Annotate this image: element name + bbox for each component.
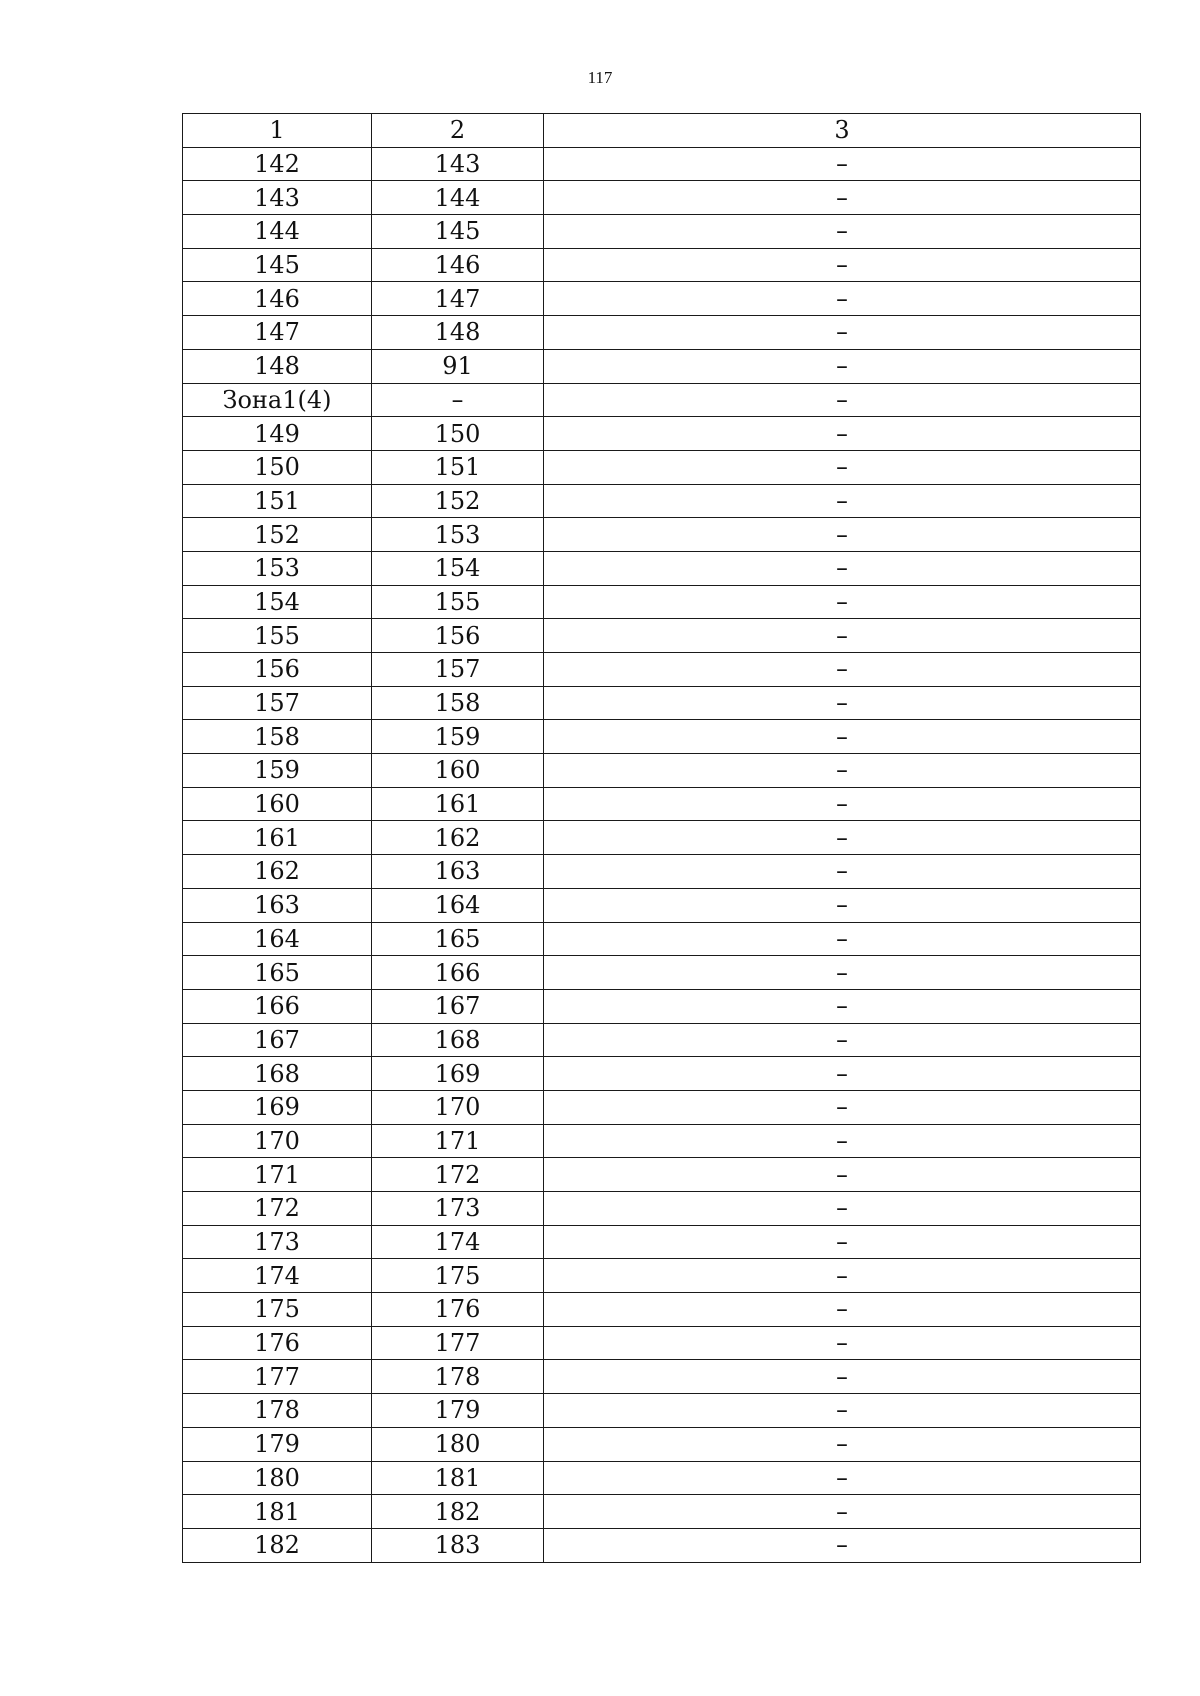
data-table-container bbox=[182, 113, 1140, 1563]
table-row bbox=[183, 720, 1141, 754]
table-cell-col1: 177 bbox=[183, 1360, 372, 1394]
table-row bbox=[183, 1158, 1141, 1192]
table-row bbox=[183, 1192, 1141, 1226]
table-row bbox=[183, 1394, 1141, 1428]
table-row bbox=[183, 181, 1141, 215]
table-cell-col2: 178 bbox=[372, 1360, 544, 1394]
table-cell-col2: 146 bbox=[372, 248, 544, 282]
table-cell-col2: 181 bbox=[372, 1461, 544, 1495]
table-cell-col1: Зона1(4) bbox=[183, 383, 372, 417]
table-row bbox=[183, 686, 1141, 720]
table-cell-col2: 165 bbox=[372, 922, 544, 956]
table-cell-col2: 153 bbox=[372, 518, 544, 552]
table-row bbox=[183, 282, 1141, 316]
table-cell-col1: 146 bbox=[183, 282, 372, 316]
table-row bbox=[183, 147, 1141, 181]
table-cell-col3: – bbox=[544, 619, 1141, 653]
table-cell-col3: – bbox=[544, 585, 1141, 619]
table-cell-col1: 175 bbox=[183, 1293, 372, 1327]
table-cell-col3: – bbox=[544, 1394, 1141, 1428]
table-cell-col3: – bbox=[544, 417, 1141, 451]
table-cell-col3: – bbox=[544, 1461, 1141, 1495]
table-cell-col3: – bbox=[544, 1259, 1141, 1293]
table-cell-col2: 152 bbox=[372, 484, 544, 518]
table-cell-col3: – bbox=[544, 518, 1141, 552]
table-cell-col1: 164 bbox=[183, 922, 372, 956]
table-cell-col2: 170 bbox=[372, 1090, 544, 1124]
table-cell-col1: 179 bbox=[183, 1427, 372, 1461]
table-row bbox=[183, 248, 1141, 282]
table-body bbox=[183, 147, 1141, 1562]
table-cell-col2: – bbox=[372, 383, 544, 417]
table-row bbox=[183, 1461, 1141, 1495]
table-cell-col2: 173 bbox=[372, 1192, 544, 1226]
table-row bbox=[183, 1259, 1141, 1293]
table-cell-col1: 153 bbox=[183, 551, 372, 585]
table-row bbox=[183, 754, 1141, 788]
table-cell-col2: 154 bbox=[372, 551, 544, 585]
table-cell-col2: 167 bbox=[372, 989, 544, 1023]
table-cell-col2: 162 bbox=[372, 821, 544, 855]
table-cell-col2: 168 bbox=[372, 1023, 544, 1057]
table-cell-col1: 145 bbox=[183, 248, 372, 282]
table-cell-col1: 155 bbox=[183, 619, 372, 653]
table-cell-col1: 168 bbox=[183, 1057, 372, 1091]
table-cell-col3: – bbox=[544, 147, 1141, 181]
table-cell-col2: 157 bbox=[372, 653, 544, 687]
table-row bbox=[183, 316, 1141, 350]
table-cell-col2: 179 bbox=[372, 1394, 544, 1428]
table-header-row bbox=[183, 114, 1141, 148]
table-cell-col1: 174 bbox=[183, 1259, 372, 1293]
table-cell-col3: – bbox=[544, 720, 1141, 754]
table-row bbox=[183, 1495, 1141, 1529]
table-cell-col1: 173 bbox=[183, 1225, 372, 1259]
table-cell-col2: 175 bbox=[372, 1259, 544, 1293]
table-cell-col2: 143 bbox=[372, 147, 544, 181]
table-cell-col3: – bbox=[544, 1192, 1141, 1226]
table-row bbox=[183, 585, 1141, 619]
table-cell-col1: 162 bbox=[183, 855, 372, 889]
table-cell-col2: 148 bbox=[372, 316, 544, 350]
table-cell-col2: 172 bbox=[372, 1158, 544, 1192]
table-cell-col2: 91 bbox=[372, 349, 544, 383]
table-row bbox=[183, 1124, 1141, 1158]
table-cell-col2: 158 bbox=[372, 686, 544, 720]
table-cell-col3: – bbox=[544, 653, 1141, 687]
table-row bbox=[183, 989, 1141, 1023]
table-cell-col1: 171 bbox=[183, 1158, 372, 1192]
table-cell-col3: – bbox=[544, 1528, 1141, 1562]
table-cell-col3: – bbox=[544, 922, 1141, 956]
table-cell-col3: – bbox=[544, 855, 1141, 889]
table-cell-col2: 177 bbox=[372, 1326, 544, 1360]
table-cell-col1: 152 bbox=[183, 518, 372, 552]
table-row bbox=[183, 1360, 1141, 1394]
table-cell-col2: 174 bbox=[372, 1225, 544, 1259]
table-cell-col1: 156 bbox=[183, 653, 372, 687]
table-row bbox=[183, 551, 1141, 585]
table-cell-col2: 147 bbox=[372, 282, 544, 316]
table-cell-col2: 163 bbox=[372, 855, 544, 889]
table-cell-col3: – bbox=[544, 316, 1141, 350]
table-cell-col1: 165 bbox=[183, 956, 372, 990]
table-cell-col1: 182 bbox=[183, 1528, 372, 1562]
table-cell-col3: – bbox=[544, 1023, 1141, 1057]
table-cell-col1: 181 bbox=[183, 1495, 372, 1529]
table-row bbox=[183, 518, 1141, 552]
table-cell-col1: 180 bbox=[183, 1461, 372, 1495]
table-row bbox=[183, 1090, 1141, 1124]
table-cell-col1: 170 bbox=[183, 1124, 372, 1158]
table-row bbox=[183, 653, 1141, 687]
table-cell-col2: 159 bbox=[372, 720, 544, 754]
table-cell-col1: 160 bbox=[183, 787, 372, 821]
page-number: 117 bbox=[587, 68, 613, 87]
table-row bbox=[183, 1023, 1141, 1057]
table-cell-col2: 156 bbox=[372, 619, 544, 653]
table-cell-col1: 163 bbox=[183, 888, 372, 922]
table-cell-col1: 142 bbox=[183, 147, 372, 181]
table-cell-col3: – bbox=[544, 1326, 1141, 1360]
table-cell-col2: 180 bbox=[372, 1427, 544, 1461]
table-cell-col3: – bbox=[544, 956, 1141, 990]
table-cell-col3: – bbox=[544, 686, 1141, 720]
table-cell-col3: – bbox=[544, 989, 1141, 1023]
column-header-2: 2 bbox=[372, 114, 544, 148]
table-row bbox=[183, 1528, 1141, 1562]
table-cell-col3: – bbox=[544, 1427, 1141, 1461]
table-cell-col3: – bbox=[544, 1057, 1141, 1091]
table-cell-col2: 169 bbox=[372, 1057, 544, 1091]
table-row bbox=[183, 383, 1141, 417]
table-cell-col1: 154 bbox=[183, 585, 372, 619]
table-cell-col2: 171 bbox=[372, 1124, 544, 1158]
table-cell-col1: 166 bbox=[183, 989, 372, 1023]
table-cell-col3: – bbox=[544, 754, 1141, 788]
table-cell-col2: 164 bbox=[372, 888, 544, 922]
table-cell-col3: – bbox=[544, 1293, 1141, 1327]
table-cell-col1: 158 bbox=[183, 720, 372, 754]
table-row bbox=[183, 417, 1141, 451]
table-cell-col1: 151 bbox=[183, 484, 372, 518]
table-row bbox=[183, 1293, 1141, 1327]
table-row bbox=[183, 855, 1141, 889]
table-cell-col2: 166 bbox=[372, 956, 544, 990]
table-row bbox=[183, 349, 1141, 383]
table-row bbox=[183, 450, 1141, 484]
table-cell-col3: – bbox=[544, 1124, 1141, 1158]
table-cell-col3: – bbox=[544, 888, 1141, 922]
table-cell-col1: 167 bbox=[183, 1023, 372, 1057]
table-cell-col1: 147 bbox=[183, 316, 372, 350]
table-cell-col1: 143 bbox=[183, 181, 372, 215]
table-cell-col1: 148 bbox=[183, 349, 372, 383]
table-cell-col3: – bbox=[544, 484, 1141, 518]
table-row bbox=[183, 619, 1141, 653]
table-cell-col1: 169 bbox=[183, 1090, 372, 1124]
table-row bbox=[183, 787, 1141, 821]
table-cell-col3: – bbox=[544, 1495, 1141, 1529]
table-row bbox=[183, 956, 1141, 990]
table-cell-col1: 178 bbox=[183, 1394, 372, 1428]
table-cell-col1: 161 bbox=[183, 821, 372, 855]
table-cell-col3: – bbox=[544, 215, 1141, 249]
table-row bbox=[183, 1427, 1141, 1461]
table-cell-col1: 149 bbox=[183, 417, 372, 451]
column-header-3: 3 bbox=[544, 114, 1141, 148]
table-cell-col3: – bbox=[544, 349, 1141, 383]
table-cell-col2: 155 bbox=[372, 585, 544, 619]
table-cell-col2: 160 bbox=[372, 754, 544, 788]
table-row bbox=[183, 922, 1141, 956]
table-row bbox=[183, 1326, 1141, 1360]
table-cell-col2: 176 bbox=[372, 1293, 544, 1327]
table-row bbox=[183, 215, 1141, 249]
table-cell-col2: 145 bbox=[372, 215, 544, 249]
table-cell-col1: 172 bbox=[183, 1192, 372, 1226]
table-cell-col3: – bbox=[544, 1360, 1141, 1394]
table-row bbox=[183, 888, 1141, 922]
table-cell-col3: – bbox=[544, 248, 1141, 282]
table-cell-col3: – bbox=[544, 181, 1141, 215]
table-cell-col3: – bbox=[544, 1225, 1141, 1259]
table-cell-col1: 157 bbox=[183, 686, 372, 720]
table-cell-col3: – bbox=[544, 450, 1141, 484]
column-header-1: 1 bbox=[183, 114, 372, 148]
table-cell-col1: 144 bbox=[183, 215, 372, 249]
table-cell-col1: 159 bbox=[183, 754, 372, 788]
table-cell-col2: 150 bbox=[372, 417, 544, 451]
data-table bbox=[182, 113, 1141, 1563]
table-cell-col3: – bbox=[544, 1090, 1141, 1124]
table-row bbox=[183, 484, 1141, 518]
table-cell-col1: 176 bbox=[183, 1326, 372, 1360]
table-row bbox=[183, 821, 1141, 855]
table-row bbox=[183, 1225, 1141, 1259]
table-cell-col3: – bbox=[544, 551, 1141, 585]
table-cell-col2: 151 bbox=[372, 450, 544, 484]
table-cell-col3: – bbox=[544, 821, 1141, 855]
table-cell-col3: – bbox=[544, 1158, 1141, 1192]
table-cell-col2: 144 bbox=[372, 181, 544, 215]
table-cell-col2: 183 bbox=[372, 1528, 544, 1562]
table-cell-col3: – bbox=[544, 383, 1141, 417]
table-cell-col3: – bbox=[544, 787, 1141, 821]
table-cell-col2: 182 bbox=[372, 1495, 544, 1529]
table-cell-col1: 150 bbox=[183, 450, 372, 484]
table-row bbox=[183, 1057, 1141, 1091]
table-cell-col3: – bbox=[544, 282, 1141, 316]
table-cell-col2: 161 bbox=[372, 787, 544, 821]
